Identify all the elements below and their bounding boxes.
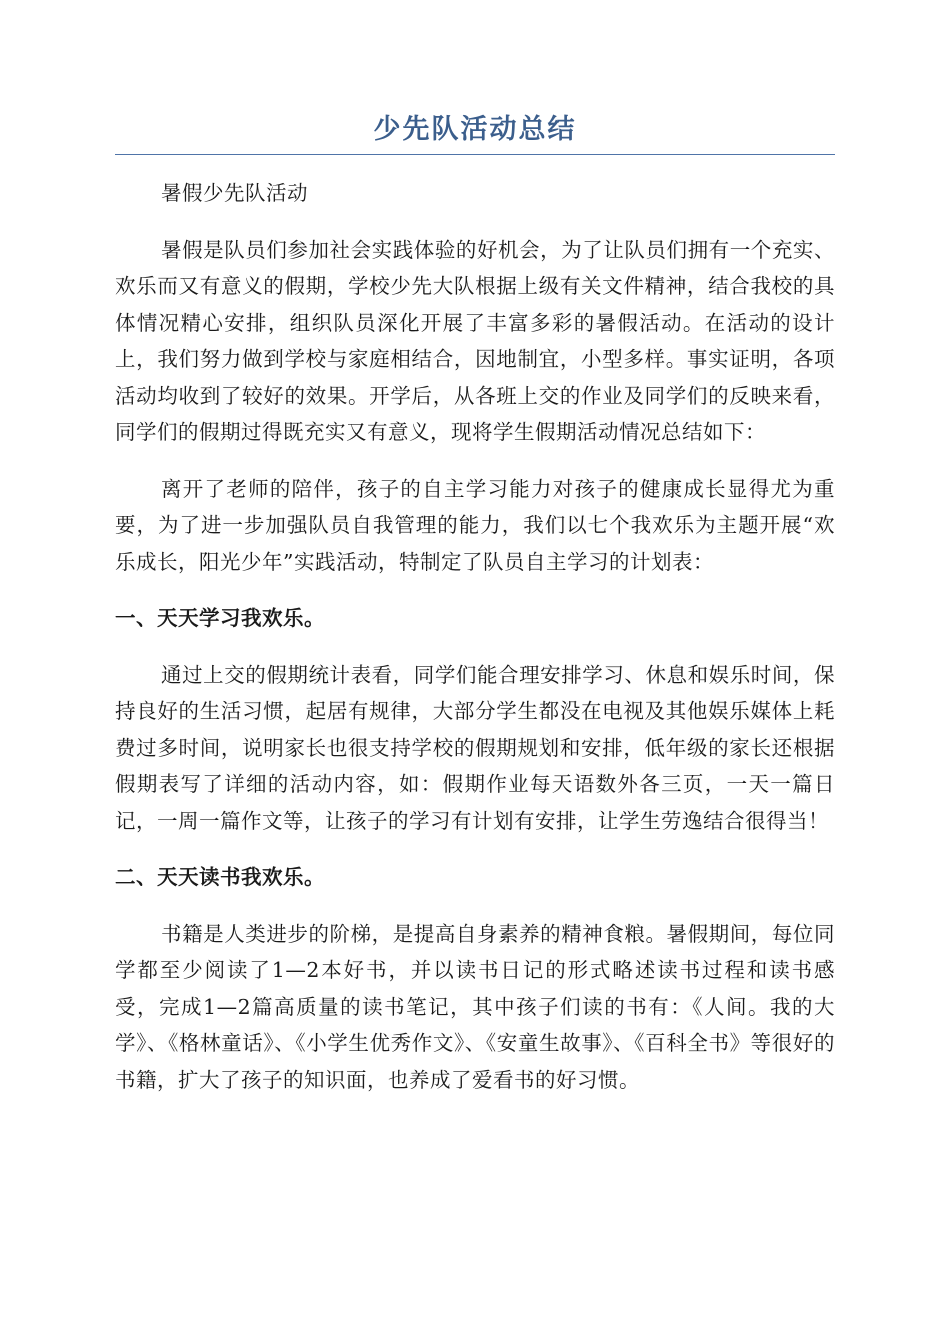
section-2-body: 书籍是人类进步的阶梯，是提高自身素养的精神食粮。暑假期间，每位同学都至少阅读了1—2本好书，并以读书日记的形式略述读书过程和读书感受，完成1—2篇高质量的读书笔记，其中孩子们读的书有：《人间。我的大学》、《格林童话》、《小学生优秀作文》、《安童生故事》、《百科全书》等很好的书籍，扩大了孩子的知识面，也养成了爱看书的好习惯。 (115, 921, 835, 1092)
title-underline (115, 154, 835, 155)
intro-paragraph: 暑假是队员们参加社会实践体验的好机会，为了让队员们拥有一个充实、欢乐而又有意义的假期，学校少先大队根据上级有关文件精神，结合我校的具体情况精心安排，组织队员深化开展了丰富多彩的暑假活动。在活动的设计上，我们努力做到学校与家庭相结合，因地制宜，小型多样。事实证明，各项活动均收到了较好的效果。开学后，从各班上交的作业及同学们的反映来看，同学们的假期过得既充实又有意义，现将学生假期活动情况总结如下： (115, 237, 835, 444)
section-1-heading: 一、天天学习我欢乐。 (115, 606, 325, 630)
section-1-body: 通过上交的假期统计表看，同学们能合理安排学习、休息和娱乐时间，保持良好的生活习惯，起居有规律，大部分学生都没在电视及其他娱乐媒体上耗费过多时间，说明家长也很支持学校的假期规划和安排，低年级的家长还根据假期表写了详细的活动内容，如：假期作业每天语数外各三页，一天一篇日记，一周一篇作文等，让孩子的学习有计划有安排，让学生劳逸结合很得当！ (115, 662, 835, 833)
page-title: 少先队活动总结 (373, 114, 577, 145)
document-page (115, 110, 835, 1118)
section-2-heading: 二、天天读书我欢乐。 (115, 865, 325, 889)
plan-paragraph: 离开了老师的陪伴，孩子的自主学习能力对孩子的健康成长显得尤为重要，为了进一步加强队员自我管理的能力，我们以七个我欢乐为主题开展“欢乐成长，阳光少年”实践活动，特制定了队员自主学习的计划表： (115, 476, 835, 574)
document-subtitle: 暑假少先队活动 (161, 181, 308, 205)
